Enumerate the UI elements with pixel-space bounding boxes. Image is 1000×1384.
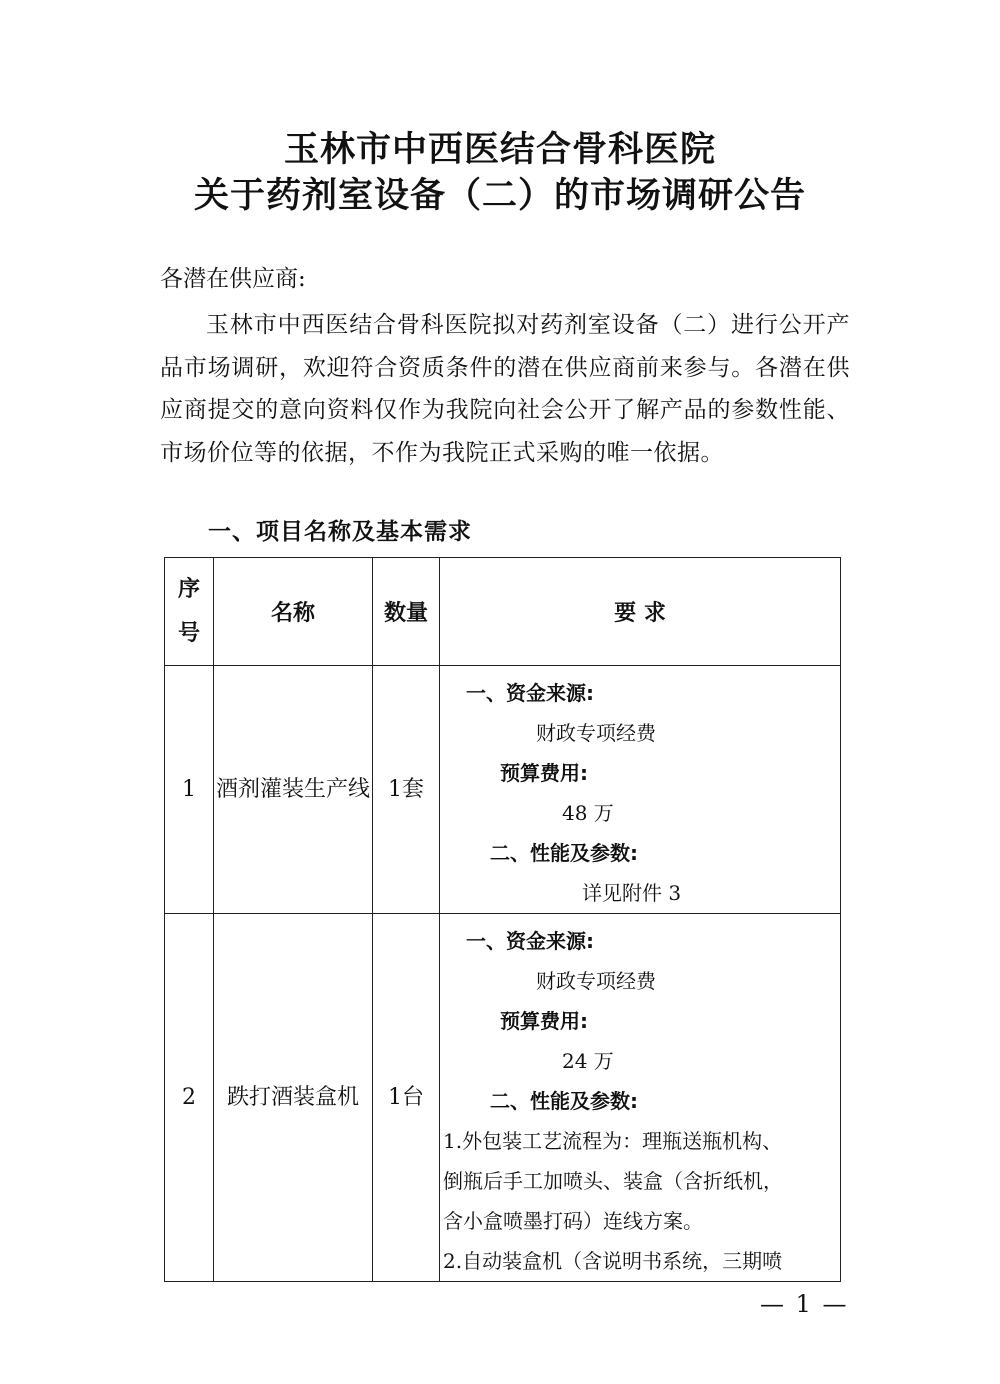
funding-value: 财政专项经费 bbox=[536, 969, 656, 993]
table-row bbox=[165, 666, 841, 914]
section-heading-project: 一、项目名称及基本需求 bbox=[208, 519, 472, 545]
header-qty: 数量 bbox=[373, 558, 440, 666]
row-requirements bbox=[440, 914, 841, 1282]
header-requirements: 要 求 bbox=[440, 558, 841, 666]
document-title-line2: 关于药剂室设备（二）的市场调研公告 bbox=[193, 176, 806, 216]
table-row bbox=[165, 914, 841, 1282]
spec-line: 倒瓶后手工加喷头、装盒（含折纸机， bbox=[443, 1169, 783, 1193]
funding-label: 一、资金来源: bbox=[466, 681, 594, 705]
funding-label: 一、资金来源: bbox=[466, 929, 594, 953]
budget-label: 预算费用: bbox=[500, 761, 588, 785]
row-qty: 1套 bbox=[373, 666, 440, 914]
spec-line: 2.自动装盒机（含说明书系统，三期喷 bbox=[443, 1249, 783, 1273]
budget-value: 48 万 bbox=[562, 801, 614, 825]
row-qty: 1台 bbox=[373, 914, 440, 1282]
salutation: 各潜在供应商: bbox=[160, 266, 306, 292]
spec-label: 二、性能及参数: bbox=[490, 1089, 638, 1113]
spec-value: 详见附件 3 bbox=[582, 881, 682, 905]
row-requirements bbox=[440, 666, 841, 914]
funding-value: 财政专项经费 bbox=[536, 721, 656, 745]
intro-paragraph: 玉林市中西医结合骨科医院拟对药剂室设备（二）进行公开产品市场调研，欢迎符合资质条件的潜在供应商前来参与。各潜在供应商提交的意向资料仅作为我院向社会公开了解产品的参数性能、市场价位等的依据，不作为我院正式采购的唯一依据。 bbox=[160, 312, 850, 466]
page-number: — 1 — bbox=[760, 1290, 849, 1318]
spec-label: 二、性能及参数: bbox=[490, 841, 638, 865]
row-name: 酒剂灌装生产线 bbox=[214, 666, 373, 914]
requirements-table bbox=[164, 557, 841, 1282]
row-name: 跌打酒装盒机 bbox=[214, 914, 373, 1282]
spec-line: 1.外包装工艺流程为：理瓶送瓶机构、 bbox=[443, 1129, 783, 1153]
document-title-line1: 玉林市中西医结合骨科医院 bbox=[283, 130, 716, 170]
row-seq: 1 bbox=[165, 666, 214, 914]
budget-value: 24 万 bbox=[562, 1049, 614, 1073]
header-name: 名称 bbox=[214, 558, 373, 666]
spec-line: 含小盒喷墨打码）连线方案。 bbox=[443, 1209, 703, 1233]
row-seq: 2 bbox=[165, 914, 214, 1282]
header-seq: 序号 bbox=[165, 558, 214, 666]
budget-label: 预算费用: bbox=[500, 1009, 588, 1033]
table-header-row bbox=[165, 558, 841, 666]
